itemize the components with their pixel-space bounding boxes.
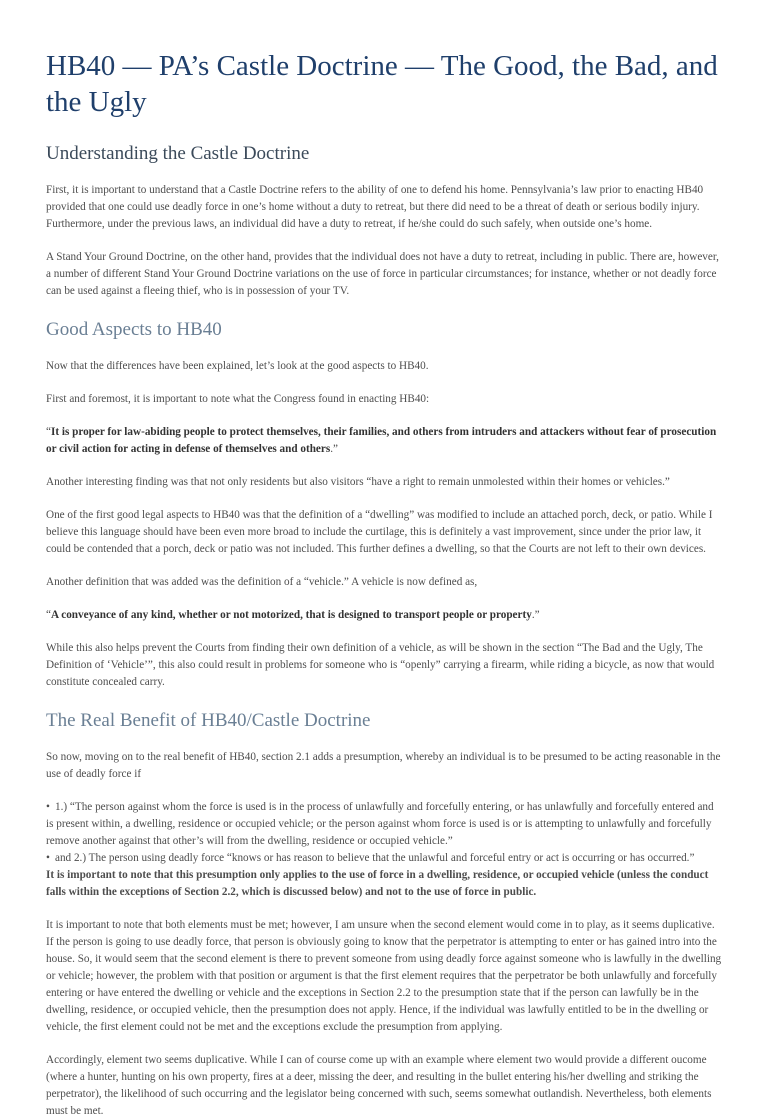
bold-note: It is important to note that this presumption only applies to the use of force in a dwelling, residence, or occupied vehicle (unless the conduct falls within the exceptions of Section 2.2, which is discussed below) and not to the use of force in public. xyxy=(46,869,709,898)
article-title: HB40 — PA’s Castle Doctrine — The Good, the Bad, and the Ugly xyxy=(46,50,718,118)
paragraph: Now that the differences have been explained, let’s look at the good aspects to HB40. xyxy=(46,360,429,372)
bullet-icon: • xyxy=(46,801,50,813)
quote-close: .” xyxy=(330,443,338,455)
paragraph: Accordingly, element two seems duplicative. While I can of course come up with an example where element two would provide a different oucome (where a hunter, hunting on his own property, fires at a deer, missing the deer, and resulting in the bullet entering his/her dwelling and striking the perpetrator), the likelihood of such occurring and the legislator being concerned with such, seems somewhat outlandish. Nevertheless, both elements must be met. xyxy=(46,1054,712,1117)
list-item xyxy=(46,799,722,850)
paragraph: While this also helps prevent the Courts from finding their own definition of a vehicle, as will be shown in the section “The Bad and the Ugly, The Definition of ‘Vehicle’”, this also could result in problems for someone who is “openly” carrying a firearm, while riding a bicycle, as now that would constitute concealed carry. xyxy=(46,642,715,688)
paragraph: It is important to note that both elements must be met; however, I am unsure when the second element would come in to play, as it seems duplicative. If the person is going to use deadly force, that person is obviously going to know that the perpetrator is attempting to enter or has gained intro into the house. So, it would seem that the second element is there to prevent someone from using deadly force against someone who is lawfully in the dwelling or vehicle; however, the problem with that position or argument is that the first element requires that the perpetrator be both unlawfully and forcefully entering or have entered the dwelling or vehicle and the exceptions in Section 2.2 to the presumption state that if the person can lawfully be in the dwelling, residence, or occupied vehicle, then the presumption does not apply. Hence, if the individual was lawfully entitled to be in the dwelling or vehicle, the first element could not be met and the exceptions exclude the presumption from applying. xyxy=(46,919,722,1033)
heading-understanding: Understanding the Castle Doctrine xyxy=(46,143,310,164)
quote-bold-text: A conveyance of any kind, whether or not motorized, that is designed to transport people or property xyxy=(50,609,532,621)
heading-real-benefit: The Real Benefit of HB40/Castle Doctrine xyxy=(46,710,371,731)
quote-findings xyxy=(46,424,722,458)
paragraph: Another interesting finding was that not only residents but also visitors “have a right to remain unmolested within their homes or vehicles.” xyxy=(46,476,670,488)
bullet-icon: • xyxy=(46,852,50,864)
paragraph: First, it is important to understand that a Castle Doctrine refers to the ability of one to defend his home. Pennsylvania’s law prior to enacting HB40 provided that one could use deadly force in one’s home without a duty to retreat, but there did need to be a threat of death or serious bodily injury. Furthermore, under the previous laws, an individual did have a duty to retreat, if he/she could do such safely, when outside one’s home. xyxy=(46,184,704,230)
list-item-text: and 2.) The person using deadly force “knows or has reason to believe that the unlawful and forceful entry or act is occurring or has occurred.” xyxy=(55,852,695,864)
paragraph: Another definition that was added was the definition of a “vehicle.” A vehicle is now defined as, xyxy=(46,576,478,588)
quote-vehicle-definition xyxy=(46,607,722,624)
paragraph: First and foremost, it is important to note what the Congress found in enacting HB40: xyxy=(46,393,430,405)
paragraph: A Stand Your Ground Doctrine, on the other hand, provides that the individual does not have a duty to retreat, including in public. There are, however, a number of different Stand Your Ground Doctrine variations on the use of force in particular circumstances; for instance, whether or not deadly force can be used against a fleeing thief, who is in possession of your TV. xyxy=(46,251,719,297)
quote-bold-text: It is proper for law-abiding people to protect themselves, their families, and others from intruders and attackers without fear of prosecution or civil action for acting in defense of themselves and others xyxy=(46,426,717,455)
paragraph: So now, moving on to the real benefit of HB40, section 2.1 adds a presumption, whereby an individual is to be presumed to be acting reasonable in the use of deadly force if xyxy=(46,751,721,780)
list-item-text: 1.) “The person against whom the force is used is in the process of unlawfully and forcefully entering, or has unlawfully and forcefully entered and is present within, a dwelling, residence or occupied vehicle; or the person against whom force is used is or is attempting to unlawfully and forcefully remove another against that other’s will from the dwelling, residence or occupied vehicle.” xyxy=(46,801,714,847)
quote-close: .” xyxy=(531,609,540,621)
paragraph: One of the first good legal aspects to HB40 was that the definition of a “dwelling” was modified to include an attached porch, deck, or patio. While I believe this language should have been even more broad to include the curtilage, this is definitely a vast improvement, since under the prior law, it could be contended that a porch, deck or patio was not included. This further defines a dwelling, so that the Courts are not left to their own devices. xyxy=(46,509,713,555)
element-list xyxy=(46,799,722,901)
list-item xyxy=(46,850,722,867)
quote-open: “ xyxy=(46,609,51,621)
quote-open: “ xyxy=(46,426,51,438)
heading-good-aspects: Good Aspects to HB40 xyxy=(46,319,222,340)
